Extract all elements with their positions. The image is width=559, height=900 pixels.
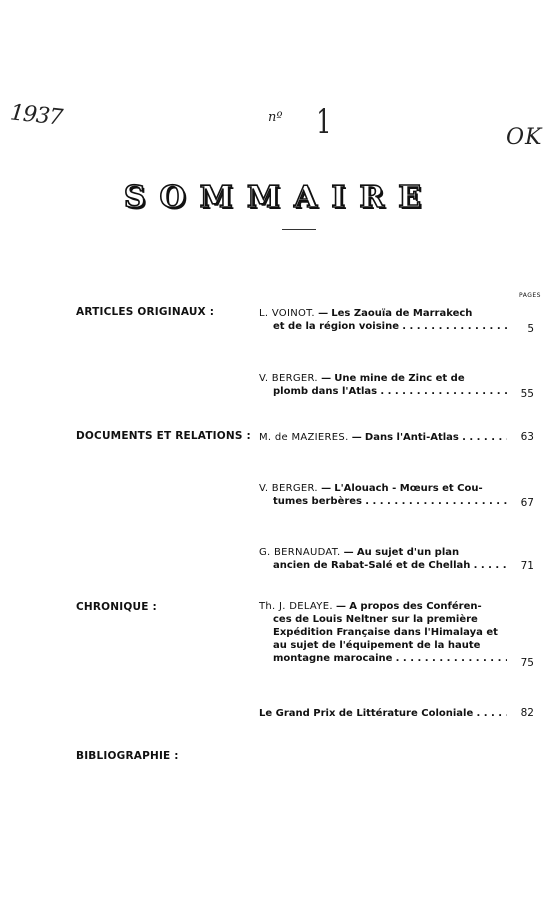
handwritten-numero: 1: [316, 102, 332, 142]
entry-author: Th. J. DELAYE.: [259, 601, 333, 612]
toc-entry: [259, 431, 507, 444]
entry-title-line: ces de Louis Neltner sur la première: [273, 614, 478, 625]
entry-author: M. de MAZIERES.: [259, 432, 349, 443]
entry-page-number: 75: [520, 657, 534, 669]
dot-leader: [396, 652, 507, 665]
dot-leader: [476, 707, 507, 720]
entry-dash: —: [336, 601, 346, 612]
toc-entry: [259, 482, 507, 508]
toc-entry: [259, 546, 507, 572]
toc-entry: [259, 372, 507, 398]
entry-page-number: 5: [527, 323, 534, 335]
entry-author: G. BERNAUDAT.: [259, 547, 341, 558]
entry-title-line: et de la région voisine: [273, 321, 399, 332]
handwritten-year: 1937: [8, 100, 64, 131]
entry-title-line: L'Alouach - Mœurs et Cou-: [334, 483, 483, 494]
entry-title-line: Expédition Française dans l'Himalaya et: [273, 627, 498, 638]
entry-title-line: Une mine de Zinc et de: [334, 373, 465, 384]
entry-dash: —: [321, 483, 332, 494]
section-bibliographie: BIBLIOGRAPHIE :: [76, 750, 179, 762]
dot-leader: [402, 320, 507, 333]
toc-entry: [259, 600, 507, 665]
entry-title-line: montagne marocaine: [273, 653, 393, 664]
entry-title-line: A propos des Conféren-: [349, 601, 482, 612]
entry-page-number: 82: [520, 707, 534, 719]
entry-title-line: Le Grand Prix de Littérature Coloniale: [259, 708, 474, 719]
entry-page-number: 67: [520, 497, 534, 509]
entry-page-number: 71: [520, 560, 534, 572]
entry-title-line: Les Zaouïa de Marrakech: [331, 308, 473, 319]
section-documents-relations: DOCUMENTS ET RELATIONS :: [76, 430, 251, 442]
entry-dash: —: [343, 547, 354, 558]
page-title: SOMMAIRE: [123, 180, 436, 215]
toc-entry: [259, 707, 507, 720]
handwritten-numero-prefix: nº: [268, 110, 283, 125]
dot-leader: [365, 495, 507, 508]
entry-author: L. VOINOT.: [259, 308, 315, 319]
entry-title-line: plomb dans l'Atlas: [273, 386, 378, 397]
entry-author: V. BERGER.: [259, 483, 318, 494]
dot-leader: [474, 559, 507, 572]
pages-column-label: PAGES: [519, 292, 541, 299]
entry-dash: —: [351, 432, 362, 443]
handwritten-ok-mark: OK: [506, 125, 543, 150]
entry-title-line: tumes berbères: [273, 496, 363, 507]
entry-title-line: ancien de Rabat-Salé et de Chellah: [273, 560, 471, 571]
toc-entry: [259, 307, 507, 333]
dot-leader: [462, 431, 507, 444]
section-articles-originaux: ARTICLES ORIGINAUX :: [76, 306, 215, 318]
dot-leader: [380, 385, 507, 398]
entry-page-number: 55: [520, 388, 534, 400]
entry-dash: —: [318, 308, 329, 319]
entry-title-line: Dans l'Anti-Atlas: [364, 432, 459, 443]
entry-title-line: au sujet de l'équipement de la haute: [273, 640, 481, 651]
entry-author: V. BERGER.: [259, 373, 318, 384]
section-chronique: CHRONIQUE :: [76, 601, 157, 613]
title-underline: [282, 229, 316, 230]
entry-title-line: Au sujet d'un plan: [356, 547, 460, 558]
entry-page-number: 63: [520, 431, 534, 443]
entry-dash: —: [321, 373, 332, 384]
